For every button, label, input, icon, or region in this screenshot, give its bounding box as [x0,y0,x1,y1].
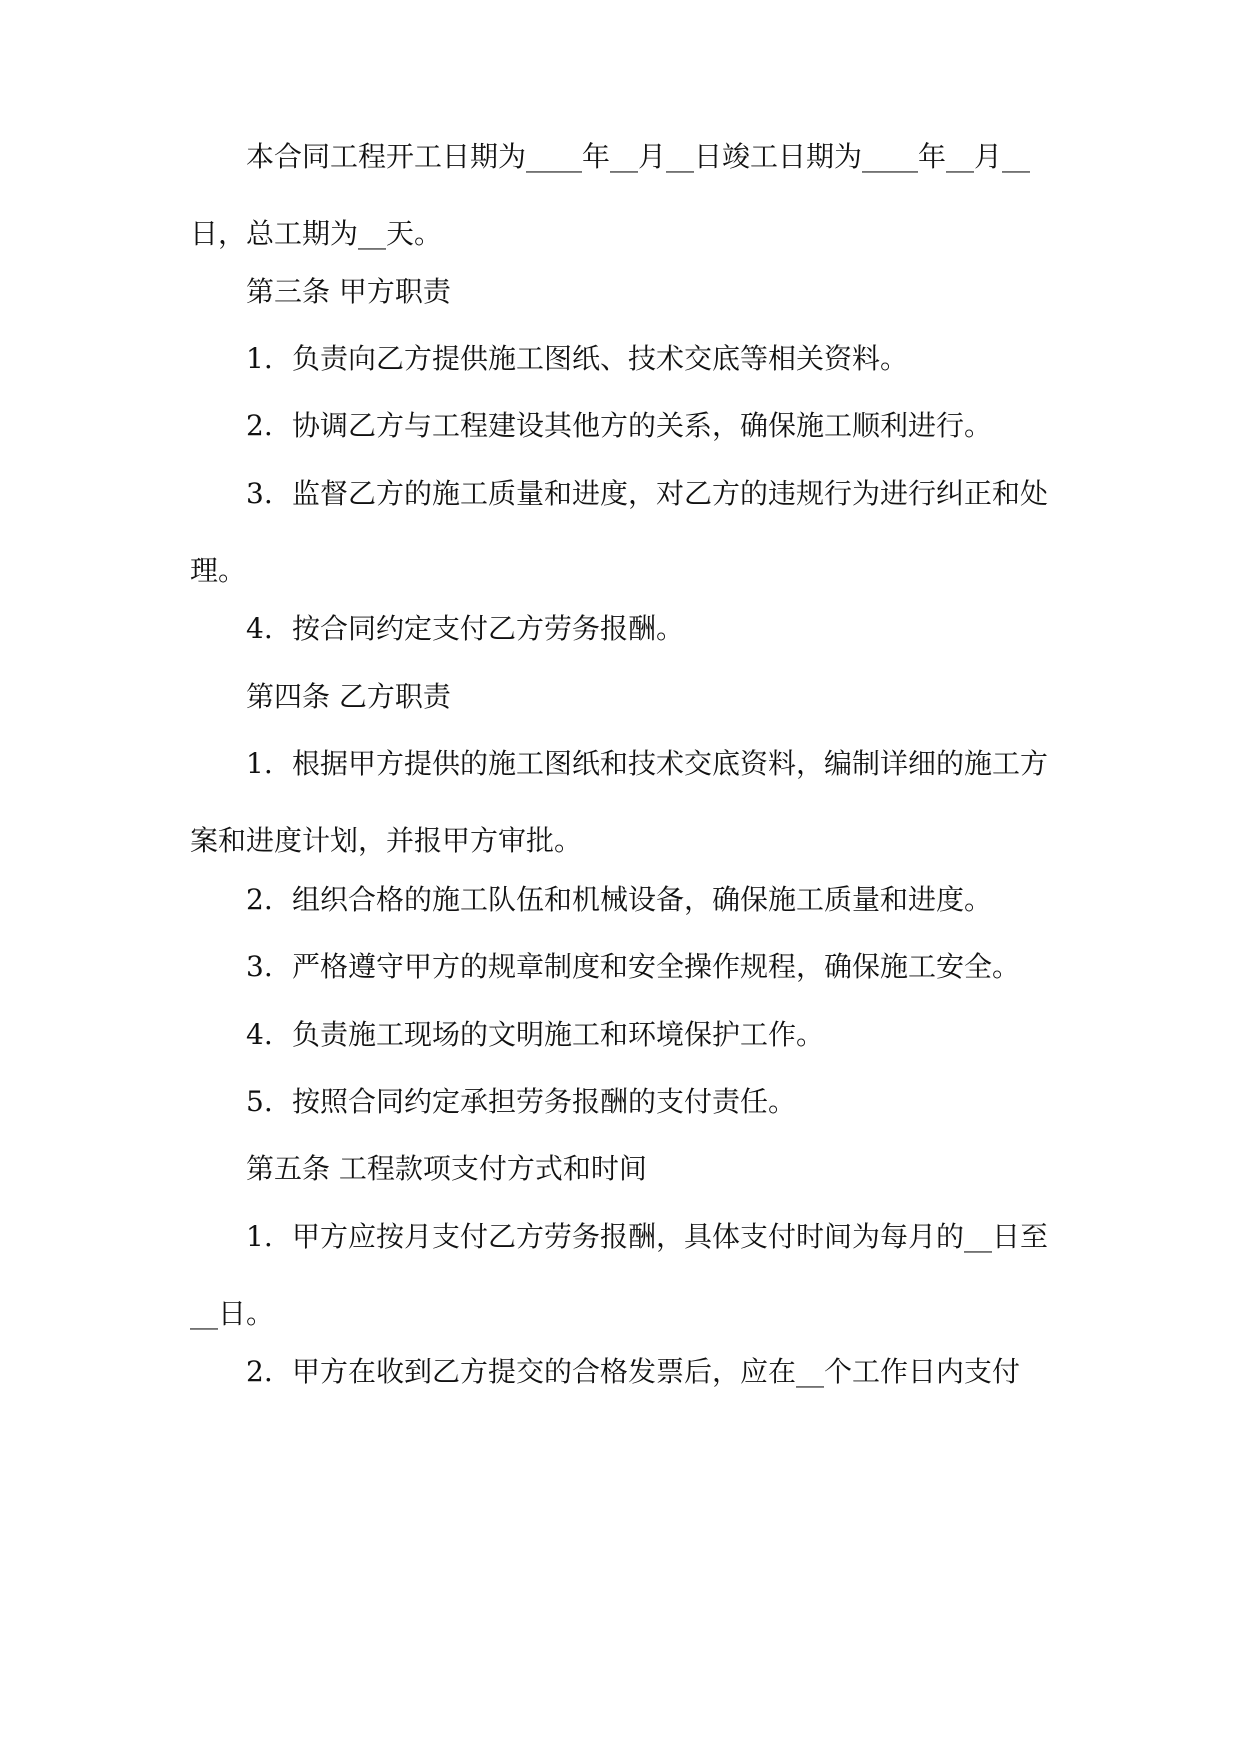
list-number: 4. [246,1018,273,1051]
list-number: 4. [246,612,273,645]
list-item [190,1198,1052,1352]
list-item [190,1333,1052,1410]
list-number: 2. [246,409,273,442]
list-number: 3. [246,950,273,983]
list-item [190,590,1052,667]
heading-article-5 [190,1130,1052,1207]
list-text: 负责施工现场的文明施工和环境保护工作。 [292,1018,825,1051]
list-text: 根据甲方提供的施工图纸和技术交底资料，编制详细的施工方案和进度计划，并报甲方审批。 [190,747,1049,857]
list-text: 甲方应按月支付乙方劳务报酬，具体支付时间为每月的__日至__日。 [190,1220,1049,1330]
list-item [190,861,1052,938]
list-number: 2. [246,883,273,916]
heading-text: 第五条 工程款项支付方式和时间 [246,1152,647,1185]
list-text: 组织合格的施工队伍和机械设备，确保施工质量和进度。 [292,883,993,916]
list-item [190,320,1052,397]
list-text: 按合同约定支付乙方劳务报酬。 [292,612,685,645]
list-text: 按照合同约定承担劳务报酬的支付责任。 [292,1085,797,1118]
list-text: 协调乙方与工程建设其他方的关系，确保施工顺利进行。 [292,409,993,442]
list-item [190,455,1052,609]
list-item [190,928,1052,1005]
list-number: 2. [246,1355,273,1388]
list-number: 5. [246,1085,273,1118]
list-number: 3. [246,477,273,510]
heading-text: 第四条 乙方职责 [246,680,451,713]
heading-text: 第三条 甲方职责 [246,275,451,308]
list-text: 负责向乙方提供施工图纸、技术交底等相关资料。 [292,342,909,375]
list-number: 1. [246,342,273,375]
list-item [190,387,1052,464]
list-item [190,725,1052,879]
list-number: 1. [246,1220,273,1253]
heading-article-4 [190,658,1052,735]
list-text: 监督乙方的施工质量和进度，对乙方的违规行为进行纠正和处理。 [190,477,1049,587]
paragraph-schedule [190,118,1052,272]
list-item [190,1063,1052,1140]
list-item [190,996,1052,1073]
heading-article-3 [190,253,1052,330]
list-text: 严格遵守甲方的规章制度和安全操作规程，确保施工安全。 [292,950,1021,983]
list-number: 1. [246,747,273,780]
list-text: 甲方在收到乙方提交的合格发票后，应在__个工作日内支付 [292,1355,1021,1388]
paragraph-text: 本合同工程开工日期为____年__月__日竣工日期为____年__月__日，总工期为__天。 [190,140,1031,250]
